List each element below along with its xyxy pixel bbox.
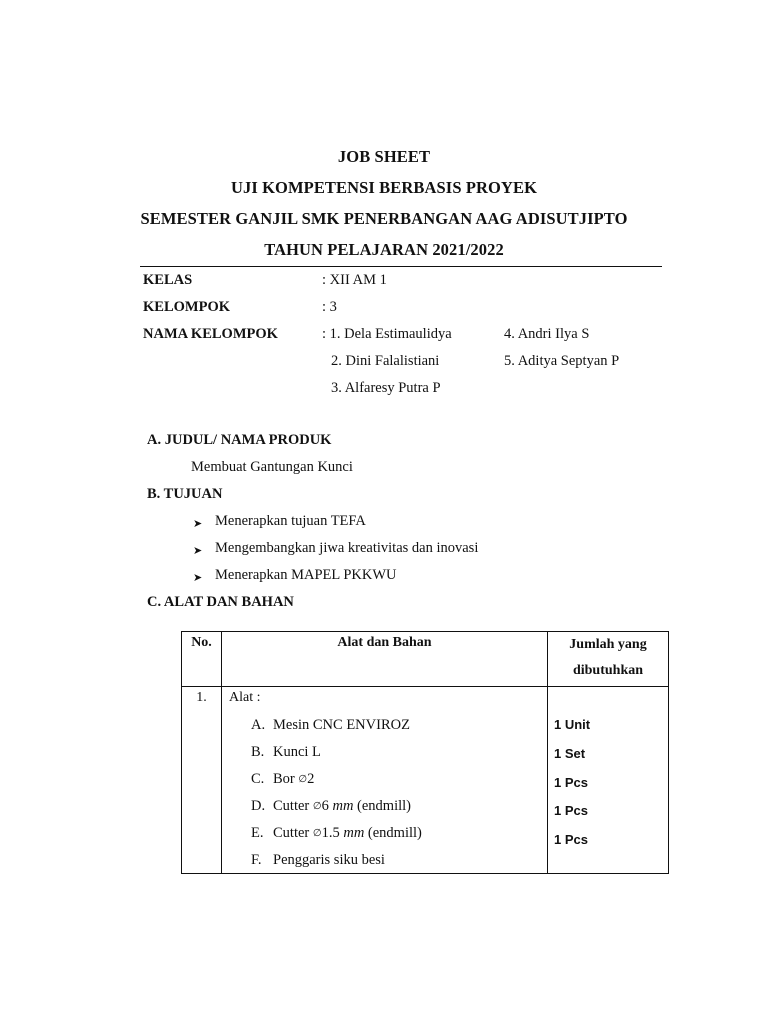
table-row [182, 687, 669, 874]
item-size: 2 [307, 771, 315, 787]
item-unit: mm [332, 798, 354, 814]
member-2: 2. Dini Falalistiani [331, 353, 440, 369]
item-qty: 1 Pcs [554, 803, 588, 818]
diameter-icon: ∅ [312, 801, 322, 812]
item-size: 1.5 [321, 825, 340, 841]
item-description [273, 825, 422, 842]
section-c-title: C. ALAT DAN BAHAN [147, 594, 294, 610]
arrow-bullet-icon: ➤ [193, 545, 203, 557]
arrow-bullet-icon: ➤ [193, 572, 203, 584]
section-a-title: A. JUDUL/ NAMA PRODUK [147, 432, 332, 448]
section-b-title: B. TUJUAN [147, 486, 223, 502]
title-semester: SEMESTER GANJIL SMK PENERBANGAN AAG ADISUTJIPTO [140, 209, 628, 228]
title-tahun-pelajaran: TAHUN PELAJARAN 2021/2022 [264, 240, 504, 259]
title-uji-kompetensi: UJI KOMPETENSI BERBASIS PROYEK [230, 178, 538, 197]
item-letter: B. [251, 744, 265, 760]
item-name: Kunci L [273, 744, 321, 760]
arrow-bullet-icon: ➤ [193, 518, 203, 530]
kelas-label: KELAS [143, 272, 193, 288]
col-header-no-label: No. [191, 635, 212, 650]
tujuan-item: Mengembangkan jiwa kreativitas dan inovasi [215, 540, 479, 556]
row-no-cell [182, 687, 222, 874]
item-qty: 1 Pcs [554, 775, 588, 790]
item-suffix: (endmill) [367, 825, 422, 841]
kelompok-value: : 3 [322, 299, 337, 315]
diameter-icon: ∅ [312, 828, 322, 839]
item-qty: 1 Unit [554, 717, 591, 732]
diameter-icon: ∅ [298, 774, 308, 785]
item-qty: 1 Pcs [554, 832, 588, 847]
tujuan-item: Menerapkan MAPEL PKKWU [215, 567, 397, 583]
member-3: 3. Alfaresy Putra P [331, 380, 441, 396]
item-letter: D. [251, 798, 266, 814]
item-name: Penggaris siku besi [273, 852, 385, 868]
nama-kelompok-label: NAMA KELOMPOK [143, 326, 278, 342]
title-job-sheet: JOB SHEET [337, 147, 431, 166]
row-alat-cell [222, 687, 548, 874]
item-letter: C. [251, 771, 265, 787]
item-name: Cutter [273, 798, 310, 814]
kelompok-label: KELOMPOK [143, 299, 230, 315]
header-divider [140, 266, 662, 267]
item-size: 6 [321, 798, 329, 814]
row-no: 1. [196, 690, 207, 705]
item-name: Mesin CNC ENVIROZ [273, 717, 410, 733]
item-name: Cutter [273, 825, 310, 841]
col-header-jumlah [548, 632, 669, 687]
col-header-jumlah-line2: dibutuhkan [572, 663, 644, 678]
item-suffix: (endmill) [357, 798, 412, 814]
col-header-alat-label: Alat dan Bahan [337, 635, 432, 650]
item-name: Bor [273, 771, 295, 787]
table-header-row [182, 632, 669, 687]
member-4: 4. Andri Ilya S [504, 326, 590, 342]
item-letter: E. [251, 825, 264, 841]
item-unit: mm [343, 825, 365, 841]
item-letter: A. [251, 717, 266, 733]
alat-heading: Alat : [229, 690, 261, 705]
member-5: 5. Aditya Septyan P [504, 353, 620, 369]
item-qty: 1 Set [554, 746, 586, 761]
col-header-jumlah-line1: Jumlah yang [569, 637, 647, 652]
member-1: : 1. Dela Estimaulidya [322, 326, 452, 342]
section-a-text: Membuat Gantungan Kunci [191, 459, 353, 475]
item-description [273, 798, 411, 815]
col-header-no [182, 632, 222, 687]
col-header-alat [222, 632, 548, 687]
tujuan-item: Menerapkan tujuan TEFA [215, 513, 366, 529]
kelas-value: : XII AM 1 [322, 272, 387, 288]
row-qty-cell [548, 687, 669, 874]
item-description [273, 771, 314, 788]
item-letter: F. [251, 852, 262, 868]
alat-bahan-table [181, 631, 669, 874]
